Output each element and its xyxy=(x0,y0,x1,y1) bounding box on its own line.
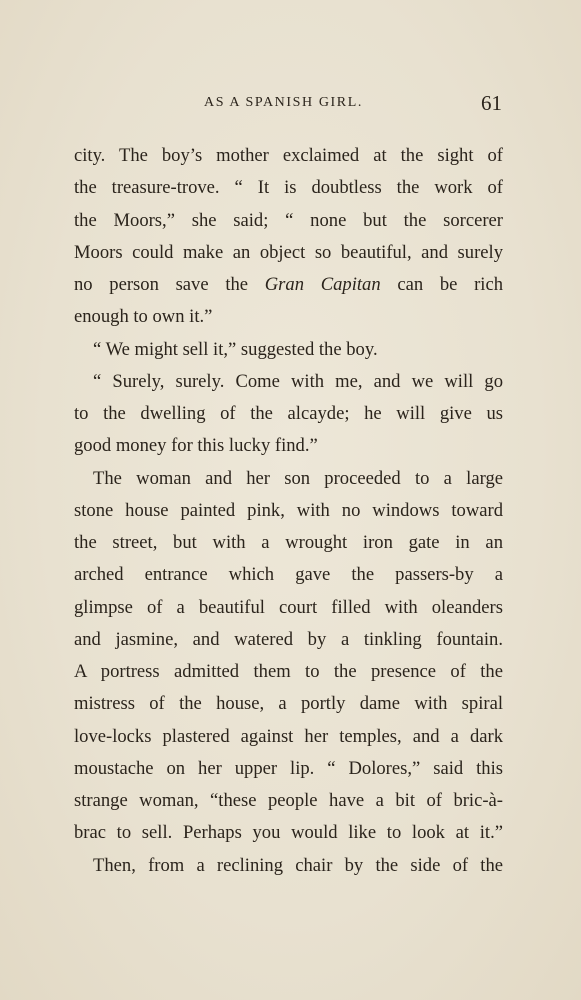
page-number: 61 xyxy=(481,91,502,115)
text-line: to the dwelling of the alcayde; he will give us xyxy=(74,403,503,424)
text-line: love-locks plastered against her temples, and a dark xyxy=(74,725,503,747)
text-line: Moors could make an object so beautiful, and surely xyxy=(74,241,503,263)
text-line: the treasure-trove. “ It is doubtless the work of xyxy=(74,177,503,199)
text-segment: no person save the xyxy=(74,274,265,295)
text-line: the street, but with a wrought iron gate in an xyxy=(74,532,503,553)
text-line: The woman and her son proceeded to a large xyxy=(93,467,503,489)
text-line: mistress of the house, a portly dame with spiral xyxy=(74,693,503,715)
text-line: arched entrance which gave the passers-by a xyxy=(74,564,503,586)
text-line: good money for this lucky find.” xyxy=(74,435,318,457)
text-line: Then, from a reclining chair by the side of the xyxy=(93,854,503,876)
text-line: strange woman, “these people have a bit of bric-à- xyxy=(74,790,503,811)
text-segment: can be rich xyxy=(380,274,503,295)
text-line xyxy=(74,269,503,301)
text-line: the Moors,” she said; “ none but the sorcerer xyxy=(74,209,503,231)
body-text xyxy=(74,140,503,882)
text-line: A portress admitted them to the presence of the xyxy=(74,661,503,682)
text-line: “ Surely, surely. Come with me, and we will go xyxy=(93,370,503,392)
text-line: stone house painted pink, with no windows toward xyxy=(74,499,503,521)
running-title: AS A SPANISH GIRL. xyxy=(204,95,363,110)
text-line: and jasmine, and watered by a tinkling fountain. xyxy=(74,628,503,650)
text-line: brac to sell. Perhaps you would like to look at it.” xyxy=(74,822,503,844)
text-line: “ We might sell it,” suggested the boy. xyxy=(93,338,378,360)
italic-title: Gran Capitan xyxy=(264,274,381,295)
text-line: moustache on her upper lip. “ Dolores,” said this xyxy=(74,757,503,779)
text-line: city. The boy’s mother exclaimed at the sight of xyxy=(74,145,503,166)
running-head xyxy=(74,91,502,115)
text-line: enough to own it.” xyxy=(74,306,213,328)
text-line: glimpse of a beautiful court filled with oleanders xyxy=(74,596,503,618)
